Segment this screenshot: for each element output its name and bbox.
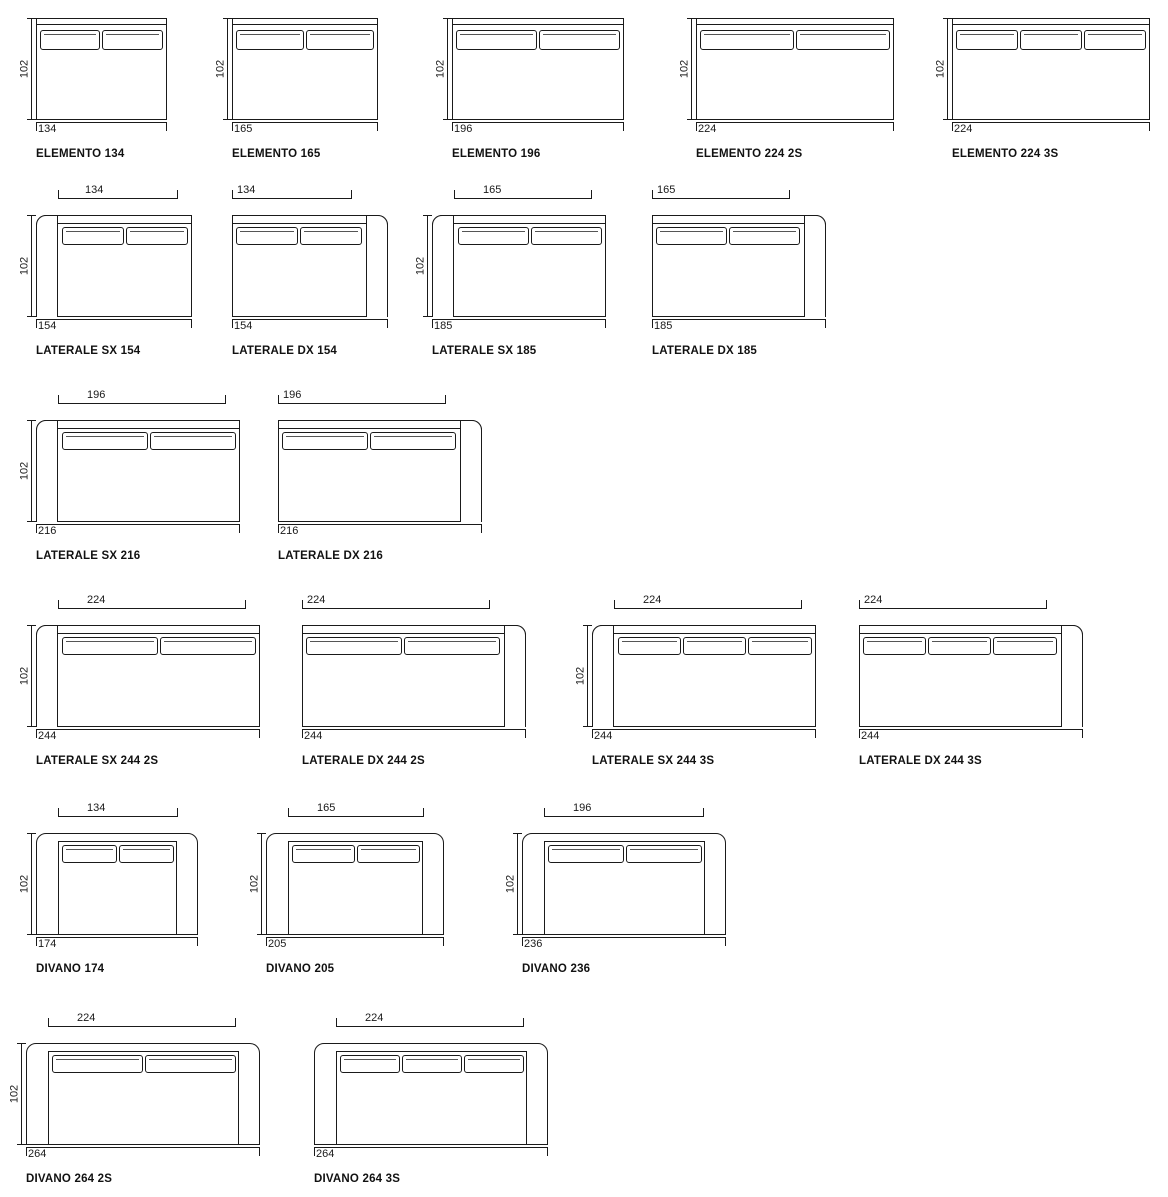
width-top-dimension [859,594,1047,614]
cushion [102,30,163,50]
item-label: LATERALE DX 185 [652,345,758,357]
width-dimension [522,937,726,951]
cushion [282,432,368,450]
width-top-dimension [48,1012,236,1032]
cushion [1020,30,1082,50]
cushion [300,227,362,245]
item-label: LATERALE SX 244 2S [36,755,159,767]
width-top-value: 224 [362,1013,386,1024]
cushion [796,30,890,50]
cushion [993,637,1057,655]
left-arm [36,215,58,317]
width-dimension [432,319,606,333]
drawing-elemento-224-3s [934,10,1150,160]
width-top-dimension [58,184,178,204]
drawing-elemento-224-2s [678,10,894,160]
height-value: 102 [248,874,261,894]
height-dimension [214,18,232,120]
height-dimension [678,18,696,120]
cushion [62,227,124,245]
cushion [539,30,620,50]
width-value: 174 [38,938,57,950]
width-top-value: 134 [82,185,106,196]
height-value: 102 [18,256,31,276]
drawing-laterale-sx-244-3s [574,594,816,767]
cushion [656,227,727,245]
right-arm [804,215,826,317]
cushion [62,432,148,450]
width-value: 154 [38,320,57,332]
cushion [340,1055,400,1073]
item-label: DIVANO 205 [266,963,335,975]
height-dimension [934,18,952,120]
width-top-dimension [232,184,352,204]
width-dimension [232,122,378,136]
width-value: 154 [234,320,253,332]
drawing-laterale-dx-244-3s [845,594,1083,767]
item-label: LATERALE DX 216 [278,550,384,562]
right-arm [366,215,388,317]
height-value: 102 [18,461,31,481]
width-dimension [696,122,894,136]
width-value: 264 [316,1148,335,1160]
width-dimension [36,937,198,951]
cushion [40,30,100,50]
cushion [464,1055,524,1073]
item-label: ELEMENTO 224 2S [696,148,803,160]
cushion [119,845,174,863]
width-top-dimension [302,594,490,614]
item-label: LATERALE SX 154 [36,345,141,357]
width-dimension [859,729,1083,743]
height-dimension [248,833,266,935]
right-arm [1061,625,1083,727]
width-value: 196 [454,123,473,135]
drawing-divano-174 [18,802,198,975]
cushion [700,30,794,50]
cushion [62,637,158,655]
cushion [126,227,188,245]
drawing-elemento-134 [18,10,167,160]
width-top-dimension [58,802,178,822]
width-value: 185 [434,320,453,332]
cushion [292,845,355,863]
cushion [531,227,602,245]
cushion [548,845,624,863]
width-dimension [952,122,1150,136]
height-dimension [18,18,36,120]
item-label: LATERALE SX 216 [36,550,141,562]
cushion [928,637,991,655]
width-top-dimension [454,184,592,204]
drawing-divano-205 [248,802,444,975]
left-arm [36,420,58,522]
width-top-dimension [278,389,446,409]
item-label: LATERALE DX 244 3S [859,755,982,767]
width-value: 264 [28,1148,47,1160]
cushion [456,30,537,50]
cushion [370,432,456,450]
cushion [402,1055,462,1073]
cushion [404,637,500,655]
width-dimension [36,729,260,743]
height-value: 102 [18,874,31,894]
height-dimension [574,625,592,727]
width-value: 216 [38,525,57,537]
cushion [52,1055,143,1073]
height-dimension [504,833,522,935]
drawing-laterale-dx-216 [264,389,482,562]
cushion [683,637,746,655]
width-dimension [314,1147,548,1161]
cushion [863,637,926,655]
right-arm [460,420,482,522]
width-top-value: 224 [84,595,108,606]
drawing-divano-264-2s [8,1012,260,1185]
width-value: 185 [654,320,673,332]
width-dimension [302,729,526,743]
item-label: DIVANO 264 2S [26,1173,113,1185]
width-value: 224 [954,123,973,135]
width-value: 165 [234,123,253,135]
width-value: 216 [280,525,299,537]
left-arm [592,625,614,727]
item-label: LATERALE DX 154 [232,345,338,357]
item-label: ELEMENTO 224 3S [952,148,1059,160]
height-dimension [414,215,432,317]
cushion [458,227,529,245]
item-label: ELEMENTO 165 [232,148,321,160]
cushion [62,845,117,863]
width-top-dimension [288,802,424,822]
item-label: LATERALE SX 185 [432,345,537,357]
height-value: 102 [678,59,691,79]
height-dimension [18,625,36,727]
width-top-value: 134 [84,803,108,814]
cushion [145,1055,236,1073]
drawing-laterale-sx-154 [18,184,192,357]
height-value: 102 [8,1084,21,1104]
width-top-dimension [652,184,790,204]
height-value: 102 [414,256,427,276]
item-label: ELEMENTO 196 [452,148,541,160]
height-value: 102 [504,874,517,894]
height-dimension [8,1043,26,1145]
width-top-dimension [614,594,802,614]
cushion [729,227,800,245]
item-label: ELEMENTO 134 [36,148,125,160]
height-value: 102 [574,666,587,686]
cushion [748,637,812,655]
height-dimension [434,18,452,120]
cushion [1084,30,1146,50]
height-dimension [18,420,36,522]
width-top-value: 196 [570,803,594,814]
width-top-value: 196 [84,390,108,401]
width-value: 224 [698,123,717,135]
height-value: 102 [214,59,227,79]
width-value: 244 [304,730,323,742]
width-value: 205 [268,938,287,950]
cushion [956,30,1018,50]
item-label: DIVANO 174 [36,963,105,975]
cushion [150,432,236,450]
cushion [236,30,304,50]
item-label: LATERALE DX 244 2S [302,755,425,767]
width-dimension [278,524,482,538]
width-value: 244 [594,730,613,742]
height-value: 102 [18,59,31,79]
drawing-laterale-sx-216 [18,389,240,562]
height-dimension [18,215,36,317]
cushion [306,30,374,50]
width-top-value: 165 [480,185,504,196]
width-top-dimension [58,594,246,614]
drawing-laterale-dx-154 [218,184,388,357]
height-value: 102 [934,59,947,79]
item-label: DIVANO 264 3S [314,1173,401,1185]
width-value: 134 [38,123,57,135]
width-top-value: 196 [280,390,304,401]
width-dimension [36,319,192,333]
cushion [357,845,420,863]
width-dimension [36,122,167,136]
width-dimension [232,319,388,333]
drawing-laterale-dx-244-2s [288,594,526,767]
item-label: LATERALE SX 244 3S [592,755,715,767]
drawing-divano-236 [504,802,726,975]
drawing-laterale-sx-244-2s [18,594,260,767]
width-value: 244 [38,730,57,742]
width-dimension [652,319,826,333]
width-value: 236 [524,938,543,950]
cushion [236,227,298,245]
width-top-value: 224 [304,595,328,606]
drawing-elemento-196 [434,10,624,160]
height-dimension [18,833,36,935]
left-arm [36,625,58,727]
height-value: 102 [434,59,447,79]
width-top-value: 134 [234,185,258,196]
backrail [36,18,167,19]
width-value: 244 [861,730,880,742]
width-dimension [266,937,444,951]
drawing-laterale-dx-185 [638,184,826,357]
width-dimension [36,524,240,538]
width-dimension [26,1147,260,1161]
width-top-dimension [58,389,226,409]
height-value: 102 [18,666,31,686]
cushion [306,637,402,655]
width-top-value: 224 [74,1013,98,1024]
width-dimension [452,122,624,136]
width-top-dimension [544,802,704,822]
item-label: DIVANO 236 [522,963,591,975]
width-top-dimension [336,1012,524,1032]
cushion [626,845,702,863]
cushion [160,637,256,655]
width-dimension [592,729,816,743]
right-arm [504,625,526,727]
drawing-elemento-165 [214,10,378,160]
width-top-value: 165 [654,185,678,196]
width-top-value: 224 [861,595,885,606]
drawing-divano-264-3s [300,1012,548,1185]
cushion [618,637,681,655]
width-top-value: 224 [640,595,664,606]
width-top-value: 165 [314,803,338,814]
left-arm [432,215,454,317]
drawing-laterale-sx-185 [414,184,606,357]
